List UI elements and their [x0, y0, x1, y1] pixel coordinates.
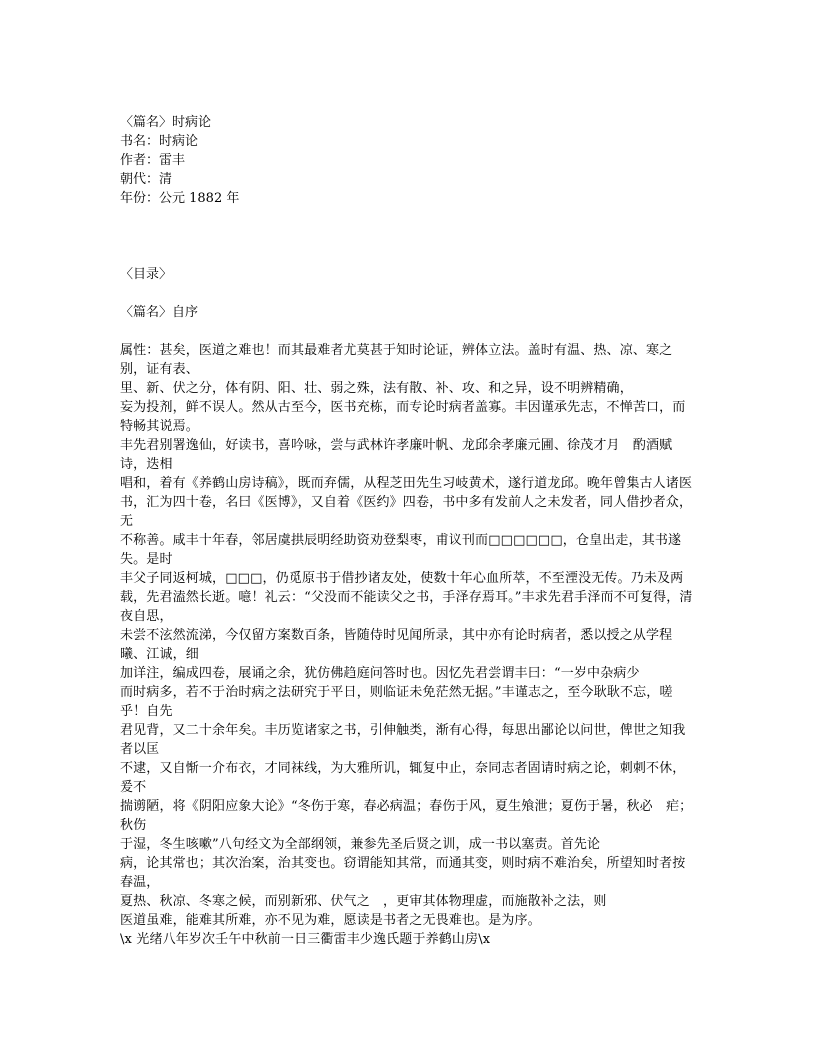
spacer — [120, 208, 696, 265]
preface-line: 妄为投剂，鲜不误人。然从古至今，医书充栋，而专论时病者盖寡。丰因谨承先志，不惮苦口，而特畅其说焉。 — [120, 400, 686, 434]
preface-line: 揣谫陋，将《阴阳应象大论》“冬伤于寒，春必病温；春伤于风，夏生飧泄；夏伤于暑，秋必 疟；秋伤 — [120, 799, 693, 833]
preface-line: 唱和，着有《养鹤山房诗稿》，既而弃儒，从程芝田先生习岐黄术，遂行道龙邱。晚年曾集古人诸医书，汇为四十卷，名曰《医博》，又自着《医约》四卷，书中多有发前人之未发者，同人借抄者众，无 — [120, 476, 693, 529]
preface-line: 不称善。咸丰十年春，邻居虞拱辰明经助资劝登梨枣，甫议刊而□□□□□□，仓皇出走，其书遂失。是时 — [120, 533, 682, 567]
preface-line: 载，先君溘然长逝。噫！礼云：“父没而不能读父之书，手泽存焉耳。”丰求先君手泽而不可复得，清夜自思， — [120, 590, 693, 624]
preface-line: 属性：甚矣，医道之难也！而其最难者尤莫甚于知时论证，辨体立法。盖时有温、热、凉、寒之别，证有表、 — [120, 343, 673, 377]
spacer — [120, 284, 696, 303]
document-page — [120, 113, 696, 949]
preface-line: 而时病多，若不于治时病之法研究于平日，则临证未免茫然无据。”丰谨志之，至今耿耿不忘，嗟乎！自先 — [120, 685, 673, 719]
preface-line: 里、新、伏之分，体有阴、阳、壮、弱之殊，法有散、补、攻、和之异，设不明辨精确， — [120, 381, 633, 396]
header-title-line: 〈篇名〉时病论 — [120, 115, 212, 130]
dynasty-line: 朝代：清 — [120, 172, 173, 187]
preface-line: 不逮，又自惭一介布衣，才同袜线，为大雅所讥，辄复中止，奈同志者固请时病之论，刺刺不休，爰不 — [120, 761, 686, 795]
preface-line: 君见背，又二十余年矣。丰历览诸家之书，引伸触类，渐有心得，每思出鄙论以问世，俾世之知我者以匡 — [120, 723, 686, 757]
signature-line: \x 光绪八年岁次壬午中秋前一日三衢雷丰少逸氏题于养鹤山房\x — [120, 932, 491, 947]
preface-line: 未尝不泫然流涕，今仅留方案数百条，皆随侍时见闻所录，其中亦有论时病者，悉以授之从学程曦、江诚，细 — [120, 628, 673, 662]
preface-line: 丰先君别署逸仙，好读书，喜吟咏，尝与武林许孝廉叶帆、龙邱余孝廉元圃、徐茂才月 酌酒赋诗，迭相 — [120, 438, 673, 472]
book-name-line: 书名：时病论 — [120, 134, 199, 149]
year-line: 年份：公元 1882 年 — [120, 191, 240, 206]
toc-label: 〈目录〉 — [120, 267, 173, 282]
preface-line: 医道虽难，能难其所难，亦不见为难，愿读是书者之无畏难也。是为序。 — [120, 913, 541, 928]
preface-line: 加详注，编成四卷，展诵之余，犹仿佛趋庭问答时也。因忆先君尝谓丰曰：“一岁中杂病少 — [120, 666, 640, 681]
preface-line: 夏热、秋凉、冬寒之候，而别新邪、伏气之 ，更审其体物理虚，而施散补之法，则 — [120, 894, 607, 909]
section-title: 〈篇名〉自序 — [120, 305, 199, 320]
preface-line: 丰父子同返柯城，□□□，仍觅原书于借抄诸友处，使数十年心血所萃，不至湮没无传。乃未及两 — [120, 571, 684, 586]
header-block — [120, 113, 696, 208]
preface-line: 于湿，冬生咳嗽”八句经文为全部纲领，兼参先圣后贤之训，成一书以塞责。首先论 — [120, 837, 601, 852]
author-line: 作者：雷丰 — [120, 153, 186, 168]
preface-body — [120, 341, 696, 949]
spacer — [120, 322, 696, 341]
preface-line: 病，论其常也；其次治案，治其变也。窃谓能知其常，而通其变，则时病不难治矣，所望知时者按春温， — [120, 856, 686, 890]
